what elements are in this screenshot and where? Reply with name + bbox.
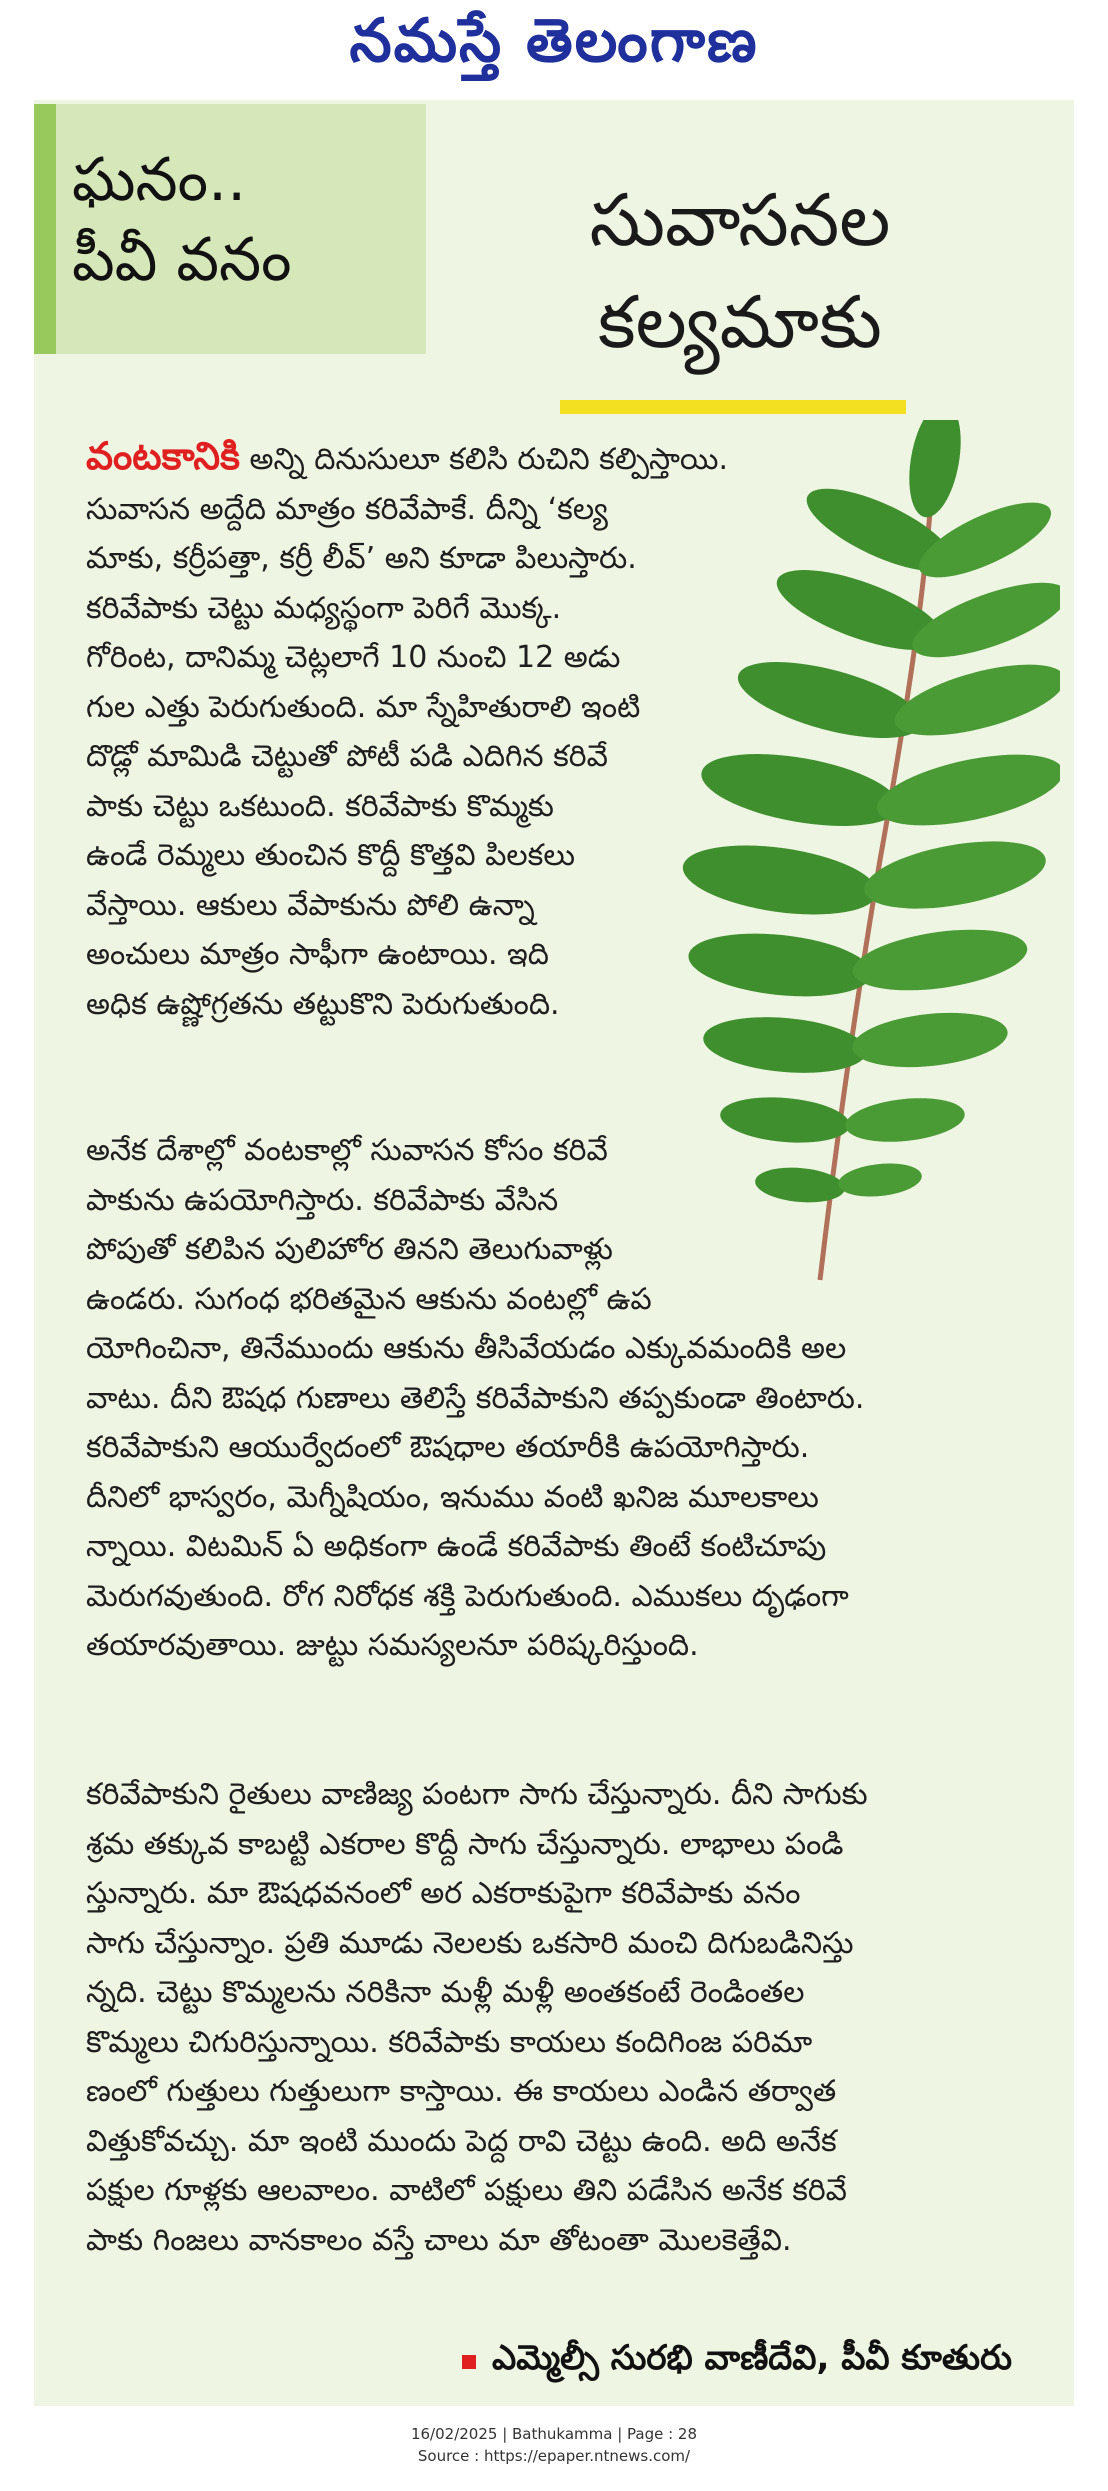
text-line: దొడ్లో మామిడి చెట్టుతో పోటీ పడి ఎదిగిన కరివే [86,739,608,774]
text-line: అధిక ఉష్ణోగ్రతను తట్టుకొని పెరుగుతుంది. [86,986,560,1022]
text-line: ఉండరు. సుగంధ భరితమైన ఆకును వంటల్లో ఉప [86,1281,652,1317]
text-line: స్తున్నారు. మా ఔషధవనంలో అర ఎకరాకుపైగా కరివేపాకు వనం [86,1876,801,1911]
paragraph-2 [86,1126,864,1671]
byline-marker-icon [462,2355,476,2369]
section-tag-line-1: ఘనం.. [72,145,247,215]
text-line: గోరింట, దానిమ్మ చెట్లలాగే 10 నుంచి 12 అడు [86,640,621,675]
text-line: పాకు గింజలు వానకాలం వస్తే చాలు మా తోటంతా మొలకెత్తేవి. [86,2222,792,2258]
footer-source-link[interactable]: Source : https://epaper.ntnews.com/ [417,2447,691,2465]
headline-line-1: సువాసనల [589,178,891,262]
text-line: ఉండే రెమ్మలు తుంచిన కొద్దీ కొత్తవి పిలకలు [86,838,575,873]
text-line: పక్షుల గూళ్లకు ఆలవాలం. వాటిలో పక్షులు తిని పడేసిన అనేక కరివే [86,2173,848,2208]
text-line: న్నాయి. విటమిన్ ఏ అధికంగా ఉండే కరివేపాకు తింటే కంటిచూపు [86,1529,827,1564]
text-line: మెరుగవుతుంది. రోగ నిరోధక శక్తి పెరుగుతుంది. ఎముకలు దృఢంగా [86,1578,849,1614]
text-line: వేస్తాయి. ఆకులు వేపాకును పోలి ఉన్నా [86,887,535,923]
text-line: తయారవుతాయి. జుట్టు సమస్యలనూ పరిష్కరిస్తుంది. [86,1628,699,1663]
text-line: వాటు. దీని ఔషధ గుణాలు తెలిస్తే కరివేపాకుని తప్పకుండా తింటారు. [86,1380,865,1416]
leaf-blade [850,1006,1011,1074]
leaf-blade [849,920,1031,1000]
lead-word: వంటకానికి [86,434,240,478]
text-line: సాగు చేస్తున్నాం. ప్రతి మూడు నెలలకు ఒకసారి మంచి దిగుబడినిస్తు [86,1925,854,1961]
leaf-blade [901,420,968,521]
footer-page-info: 16/02/2025 | Bathukamma | Page : 28 [410,2425,698,2443]
text-line: సువాసన అద్దేది మాత్రం కరివేపాకే. దీన్ని ‘కల్య [86,491,608,527]
headline-line-2: కల్యమాకు [598,280,882,364]
text-line: దీనిలో భాస్వరం, మెగ్నీషియం, ఇనుము వంటి ఖనిజ మూలకాలు [86,1479,819,1515]
masthead-title: నమస్తే తెలంగాణ [349,6,759,76]
byline-text: ఎమ్మెల్సీ సురభి వాణీదేవి, పీవీ కూతురు [492,2338,1012,2378]
text-line: కొమ్మలు చిగురిస్తున్నాయి. కరివేపాకు కాయలు కందిగింజ పరిమా [86,2024,813,2060]
text-line: ణంలో గుత్తులు గుత్తులుగా కాస్తాయి. ఈ కాయలు ఎండిన తర్వాత [86,2074,837,2109]
text-line: కరివేపాకుని ఆయుర్వేదంలో ఔషధాల తయారీకి ఉపయోగిస్తారు. [86,1430,810,1465]
text-line: శ్రమ తక్కువ కాబట్టి ఎకరాల కొద్దీ సాగు చేస్తున్నారు. లాభాలు పండి [86,1826,844,1862]
headline-underline [560,400,906,414]
text-line: మాకు, కర్రీపత్తా, కర్రీ లీవ్’ అని కూడా పిలుస్తారు. [86,541,637,576]
leaf-blade [859,829,1051,920]
text-line: కరివేపాకుని రైతులు వాణిజ్య పంటగా సాగు చేస్తున్నారు. దీని సాగుకు [86,1777,868,1812]
text-line: అనేక దేశాల్లో వంటకాల్లో సువాసన కోసం కరివే [86,1133,608,1168]
paragraph-1 [86,432,728,1029]
text-line: పోపుతో కలిపిన పులిహోర తినని తెలుగువాళ్లు [86,1232,613,1267]
text-line: కరివేపాకు చెట్టు మధ్యస్థంగా పెరిగే మొక్క. [86,590,562,626]
text-line: పాకు చెట్టు ఒకటుంది. కరివేపాకు కొమ్మకు [86,788,554,824]
section-tag-line-2: పీవీ వనం [72,225,292,295]
text-line: అంచులు మాత్రం సాఫీగా ఉంటాయి. ఇది [86,937,549,972]
text-line: విత్తుకోవచ్చు. మా ఇంటి ముందు పెద్ద రావి చెట్టు ఉంది. అది అనేక [86,2123,837,2159]
text-line: పాకును ఉపయోగిస్తారు. కరివేపాకు వేసిన [86,1182,559,1218]
paragraph-3 [86,1770,868,2265]
text-line: అన్ని దినుసులూ కలిసి రుచిని కల్పిస్తాయి. [239,442,729,477]
text-line: యోగించినా, తినేముందు ఆకును తీసివేయడం ఎక్కువమందికి అల [86,1331,847,1366]
text-line: న్నది. చెట్టు కొమ్మలను నరికినా మళ్లీ మళ్లీ అంతకంటే రెండింతల [86,1975,805,2010]
text-line: గుల ఎత్తు పెరుగుతుంది. మా స్నేహితురాలి ఇంటి [86,689,641,725]
author-byline [462,2338,1012,2386]
